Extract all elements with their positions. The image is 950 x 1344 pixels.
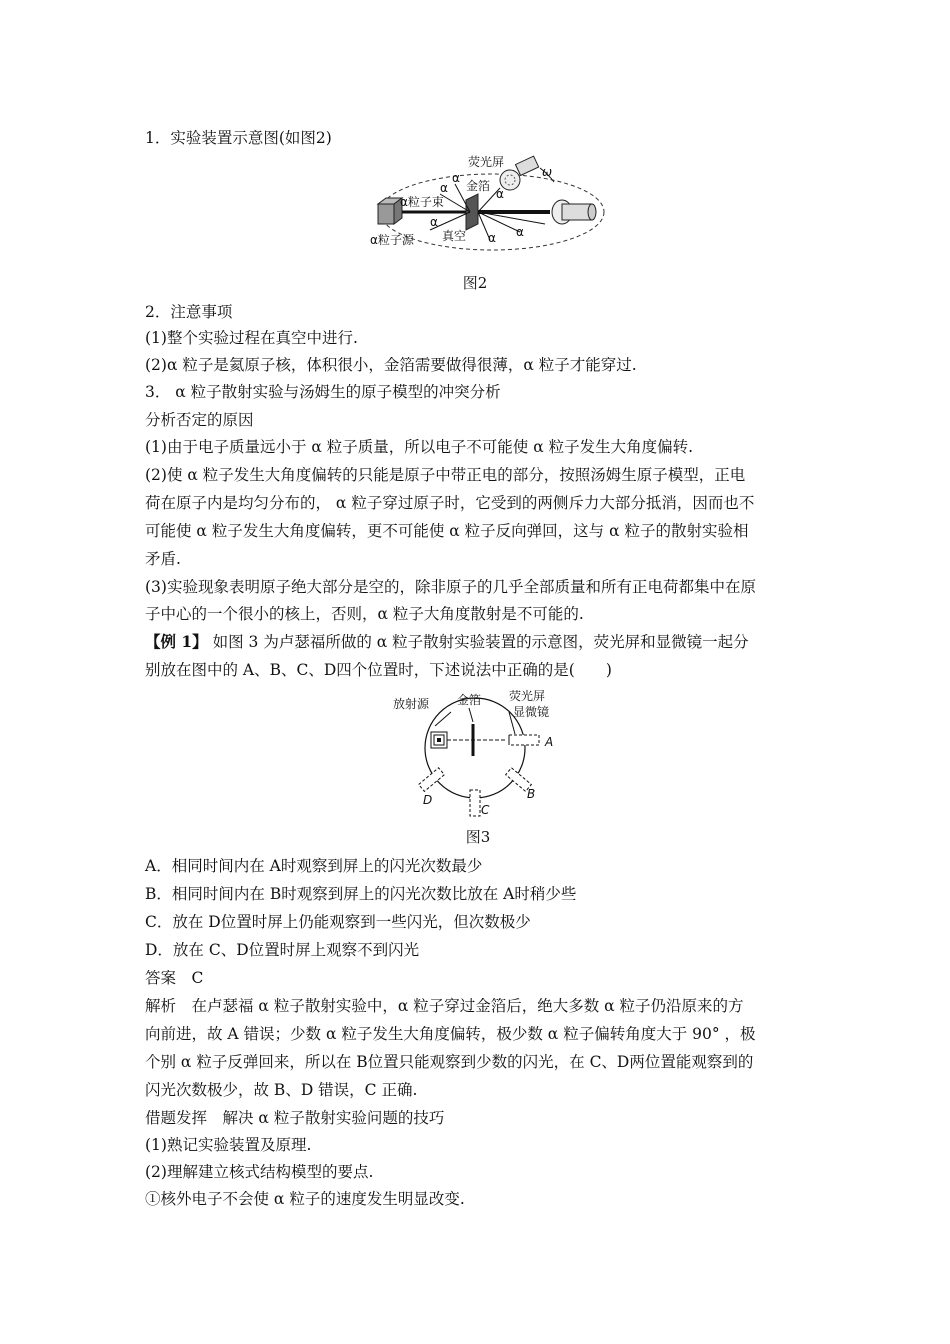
analysis-line-1: 解析 在卢瑟福 α 粒子散射实验中，α 粒子穿过金箔后，绝大多数 α 粒子仍沿原来的方 [145, 997, 744, 1015]
label-B: B [527, 787, 536, 801]
reason-3-line-2: 子中心的一个很小的核上，否则，α 粒子大角度散射是不可能的. [145, 605, 584, 623]
microscope-D [419, 768, 445, 792]
label-alpha-3: α [496, 187, 504, 201]
label-omega: ω [542, 165, 553, 179]
section-heading-notes: 2．注意事项 [145, 303, 233, 321]
analysis-line-2: 向前进，故 A 错误；少数 α 粒子发生大角度偏转，极少数 α 粒子偏转角度大于 90° ，极 [145, 1025, 756, 1043]
label-alpha-4: α [488, 231, 496, 245]
label-foil: 金箔 [466, 179, 491, 193]
label-C: C [481, 803, 490, 817]
label-screen: 荧光屏 [468, 155, 505, 169]
option-D: D．放在 C、D位置时屏上观察不到闪光 [145, 941, 420, 959]
label-gold-foil: 金箔 [457, 693, 482, 707]
figure-2-apparatus-diagram [370, 152, 610, 262]
label-beam: α粒子束 [400, 195, 444, 209]
label-vacuum: 真空 [442, 229, 467, 243]
example-stem-1: 如图 3 为卢瑟福所做的 α 粒子散射实验装置的示意图，荧光屏和显微镜一起分 [207, 633, 749, 651]
label-radiation-source: 放射源 [393, 697, 430, 711]
alpha-source-box [378, 198, 402, 224]
figure-2-caption: 图2 [462, 274, 488, 292]
microscope-right [552, 200, 596, 224]
answer-line: 答案 C [145, 969, 204, 987]
figure-3-caption: 图3 [465, 828, 491, 846]
option-A: A．相同时间内在 A时观察到屏上的闪光次数最少 [145, 857, 483, 875]
example-stem-2: 别放在图中的 A、B、C、D四个位置时，下述说法中正确的是( ) [145, 661, 612, 679]
label-D: D [423, 793, 433, 807]
reason-2-line-2: 荷在原子内是均匀分布的， α 粒子穿过原子时，它受到的两侧斥力大部分抵消，因而也不 [145, 494, 755, 512]
analysis-line-4: 闪光次数极少，故 B、D 错误，C 正确. [145, 1081, 418, 1099]
note-1: (1)整个实验过程在真空中进行. [145, 329, 358, 347]
reason-1: (1)由于电子质量远小于 α 粒子质量，所以电子不可能使 α 粒子发生大角度偏转. [145, 438, 694, 456]
sub-heading-reasons: 分析否定的原因 [145, 411, 254, 429]
tip-2: (2)理解建立核式结构模型的要点. [145, 1163, 374, 1181]
reason-2-line-1: (2)使 α 粒子发生大角度偏转的只能是原子中带正电的部分，按照汤姆生原子模型，正电 [145, 466, 746, 484]
analysis-line-3: 个别 α 粒子反弹回来，所以在 B位置只能观察到少数的闪光，在 C、D两位置能观察到的 [145, 1053, 754, 1071]
section-heading-apparatus: 1．实验装置示意图(如图2) [145, 129, 332, 147]
option-C: C．放在 D位置时屏上仍能观察到一些闪光，但次数极少 [145, 913, 531, 931]
label-A: A [545, 735, 554, 749]
figure-3-scattering-diagram [385, 690, 575, 820]
example-line-1 [145, 632, 810, 652]
label-alpha-2: α [452, 171, 460, 185]
microscope-C [470, 790, 480, 816]
label-microscope: 显微镜 [513, 705, 550, 719]
option-B: B．相同时间内在 B时观察到屏上的闪光次数比放在 A时稍少些 [145, 885, 577, 903]
gold-foil [466, 194, 478, 230]
microscope-A [509, 735, 539, 745]
tip-heading: 借题发挥 解决 α 粒子散射实验问题的技巧 [145, 1109, 445, 1127]
section-heading-conflict: 3． α 粒子散射实验与汤姆生的原子模型的冲突分析 [145, 383, 501, 401]
tip-1: (1)熟记实验装置及原理. [145, 1136, 312, 1154]
label-fluorescent-screen: 荧光屏 [509, 690, 546, 703]
label-alpha-1: α [440, 181, 448, 195]
reason-2-line-4: 矛盾. [145, 550, 181, 568]
note-2: (2)α 粒子是氦原子核，体积很小，金箔需要做得很薄，α 粒子才能穿过. [145, 356, 637, 374]
fluorescent-screen-top [500, 156, 539, 190]
label-alpha-5: α [516, 225, 524, 239]
reason-3-line-1: (3)实验现象表明原子绝大部分是空的，除非原子的几乎全部质量和所有正电荷都集中在原 [145, 578, 756, 596]
label-alpha-6: α [430, 215, 438, 229]
reason-2-line-3: 可能使 α 粒子发生大角度偏转，更不可能使 α 粒子反向弹回，这与 α 粒子的散射实验相 [145, 522, 749, 540]
label-source: α粒子源 [370, 233, 414, 247]
tip-3: ①核外电子不会使 α 粒子的速度发生明显改变. [145, 1190, 465, 1208]
example-tag: 【例 1】 [145, 632, 208, 651]
